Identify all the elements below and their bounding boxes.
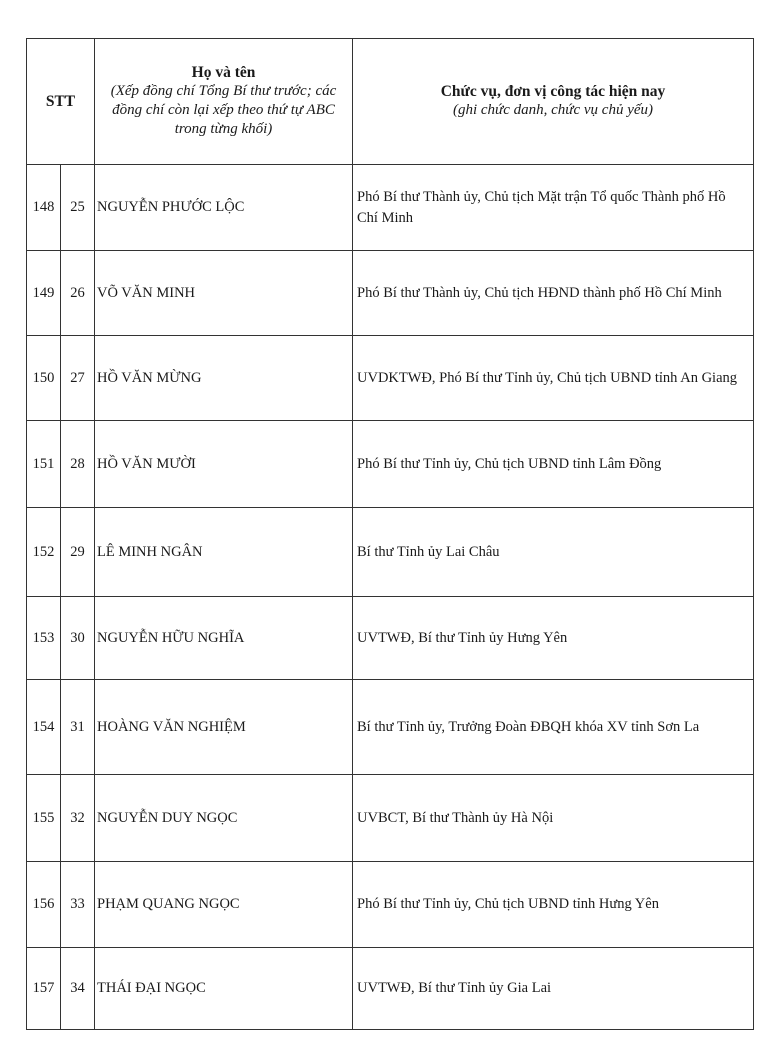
row-name: LÊ MINH NGÂN <box>95 508 353 597</box>
row-stt: 153 <box>27 597 61 680</box>
row-name: HỒ VĂN MƯỜI <box>95 421 353 508</box>
row-stt: 151 <box>27 421 61 508</box>
row-name: VÕ VĂN MINH <box>95 251 353 336</box>
row-position: UVBCT, Bí thư Thành ủy Hà Nội <box>353 775 754 862</box>
table-row <box>27 421 754 508</box>
row-name: NGUYỄN PHƯỚC LỘC <box>95 165 353 251</box>
header-name-title: Họ và tên <box>191 64 256 81</box>
row-sub-stt: 26 <box>61 251 95 336</box>
table-row <box>27 680 754 775</box>
row-stt: 156 <box>27 862 61 948</box>
row-sub-stt: 29 <box>61 508 95 597</box>
row-position: Bí thư Tỉnh ủy, Trưởng Đoàn ĐBQH khóa XV tỉnh Sơn La <box>353 680 754 775</box>
table-row <box>27 597 754 680</box>
header-position-note: (ghi chức danh, chức vụ chủ yếu) <box>452 102 654 118</box>
row-position: UVDKTWĐ, Phó Bí thư Tỉnh ủy, Chủ tịch UBND tỉnh An Giang <box>353 336 754 421</box>
table-row <box>27 862 754 948</box>
table-row <box>27 775 754 862</box>
row-name: HỒ VĂN MỪNG <box>95 336 353 421</box>
header-stt <box>27 39 95 165</box>
header-name-note: (Xếp đồng chí Tổng Bí thư trước; các đồng chí còn lại xếp theo thứ tự ABC trong từng khối) <box>110 83 337 137</box>
table-row <box>27 165 754 251</box>
row-stt: 157 <box>27 948 61 1030</box>
row-position: Phó Bí thư Thành ủy, Chủ tịch HĐND thành phố Hồ Chí Minh <box>353 251 754 336</box>
row-sub-stt: 31 <box>61 680 95 775</box>
row-sub-stt: 32 <box>61 775 95 862</box>
row-position: UVTWĐ, Bí thư Tỉnh ủy Gia Lai <box>353 948 754 1030</box>
table-row <box>27 508 754 597</box>
header-position <box>353 39 754 165</box>
row-stt: 152 <box>27 508 61 597</box>
row-position: Phó Bí thư Tỉnh ủy, Chủ tịch UBND tỉnh Lâm Đồng <box>353 421 754 508</box>
row-position: Bí thư Tỉnh ủy Lai Châu <box>353 508 754 597</box>
header-stt-label: STT <box>45 92 76 110</box>
row-stt: 150 <box>27 336 61 421</box>
row-stt: 155 <box>27 775 61 862</box>
row-stt: 148 <box>27 165 61 251</box>
personnel-table <box>26 38 754 1030</box>
row-sub-stt: 34 <box>61 948 95 1030</box>
table-row <box>27 336 754 421</box>
table-row <box>27 251 754 336</box>
table-row <box>27 948 754 1030</box>
row-stt: 154 <box>27 680 61 775</box>
header-position-title: Chức vụ, đơn vị công tác hiện nay <box>440 83 666 100</box>
row-position: Phó Bí thư Thành ủy, Chủ tịch Mặt trận Tổ quốc Thành phố Hồ Chí Minh <box>353 165 754 251</box>
row-name: THÁI ĐẠI NGỌC <box>95 948 353 1030</box>
row-sub-stt: 28 <box>61 421 95 508</box>
row-stt: 149 <box>27 251 61 336</box>
table-header-row <box>27 39 754 165</box>
row-name: NGUYỄN HỮU NGHĨA <box>95 597 353 680</box>
header-name <box>95 39 353 165</box>
row-sub-stt: 27 <box>61 336 95 421</box>
row-sub-stt: 25 <box>61 165 95 251</box>
row-position: UVTWĐ, Bí thư Tỉnh ủy Hưng Yên <box>353 597 754 680</box>
row-sub-stt: 33 <box>61 862 95 948</box>
row-name: PHẠM QUANG NGỌC <box>95 862 353 948</box>
row-sub-stt: 30 <box>61 597 95 680</box>
row-name: NGUYỄN DUY NGỌC <box>95 775 353 862</box>
row-name: HOÀNG VĂN NGHIỆM <box>95 680 353 775</box>
row-position: Phó Bí thư Tỉnh ủy, Chủ tịch UBND tỉnh Hưng Yên <box>353 862 754 948</box>
